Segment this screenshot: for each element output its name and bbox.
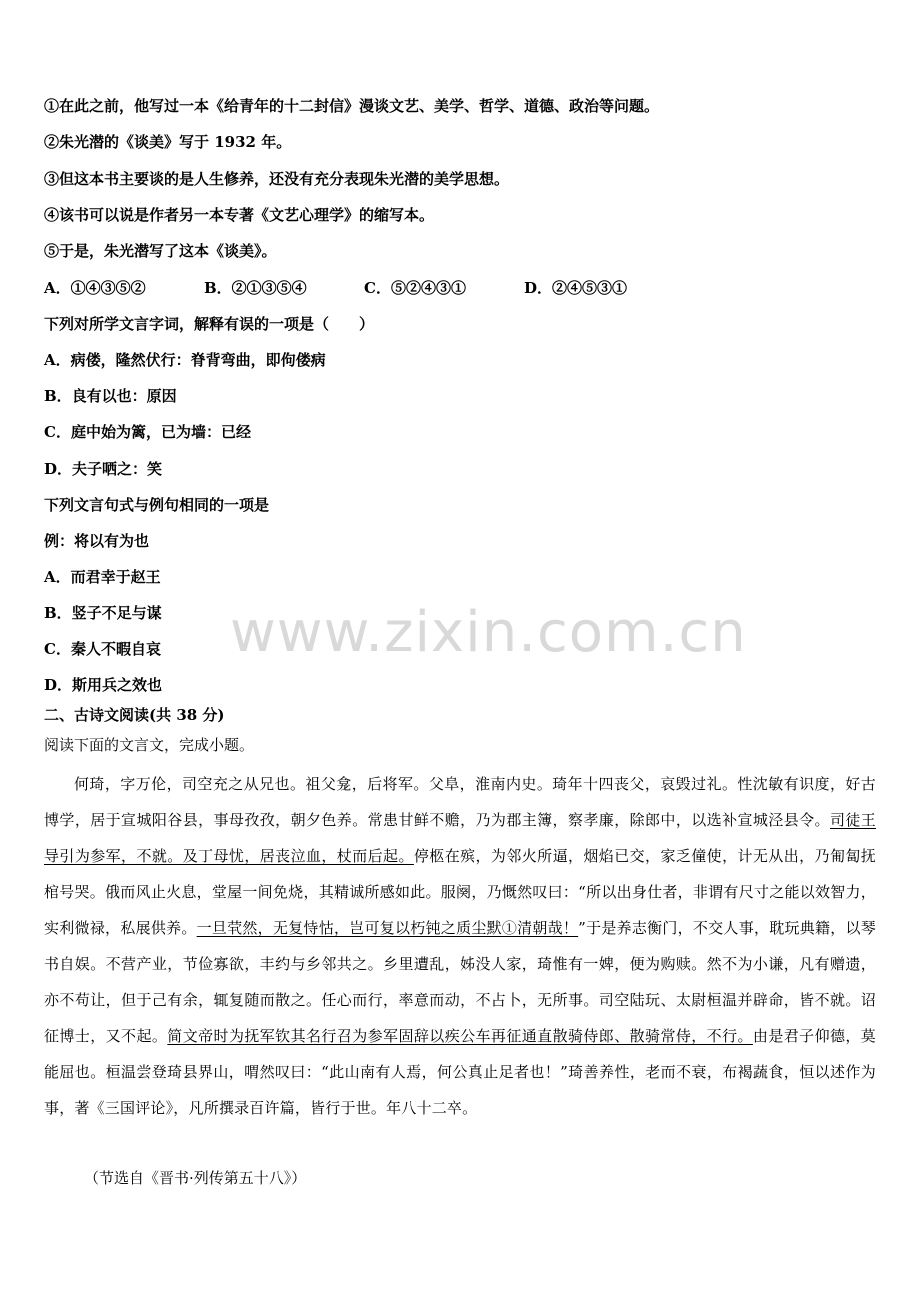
question-3-option-b: B．竖子不足与谋 <box>44 604 162 622</box>
sentence-3: ③但这本书主要谈的是人生修养，还没有充分表现朱光潜的美学思想。 <box>44 170 510 188</box>
passage-text-2: 停柩在殡，为邻火所逼，烟焰已交，家乏僮使，计无从出，乃匍匐抚棺号哭。俄而风止火息，堂屋一间免烧，其精诚所感如此。服阕，乃慨然叹曰：“所以出身仕者，非谓有尺寸之能以效智力，实利微禄，私展供养。 <box>44 847 876 937</box>
sentence-5: ⑤于是，朱光潜写了这本《谈美》。 <box>44 242 277 260</box>
question-2-option-d: D．夫子哂之：笑 <box>44 460 163 478</box>
passage-text-4: 由是君子仰德，莫能屈也。桓温尝登琦县界山，喟然叹曰：“此山南有人焉，何公真止足者也！”琦善养性，老而不衰，布褐蔬食，恒以述作为事，著《三国评论》，凡所撰录百许篇，皆行于世。年八十二卒。 <box>44 1027 876 1117</box>
option-c: C．⑤②④③① <box>364 279 466 297</box>
question-3-example: 例：将以有为也 <box>44 532 150 550</box>
option-a: A．①④③⑤② <box>44 279 146 297</box>
question-3-stem: 下列文言句式与例句相同的一项是 <box>44 496 270 514</box>
sentence-1: ①在此之前，他写过一本《给青年的十二封信》漫谈文艺、美学、哲学、道德、政治等问题。 <box>44 97 660 115</box>
question-2-option-a: A．病偻，隆然伏行：脊背弯曲，即佝偻病 <box>44 351 326 369</box>
passage-text-3: ”于是养志衡门，不交人事，耽玩典籍，以琴书自娱。不营产业，节俭寡欲，丰约与乡邻共之。乡里遭乱，姊没人家，琦惟有一婢，便为购赎。然不为小谦，凡有赠遗，亦不苟让，但于己有余，辄复随而散之。任心而行，率意而动，不占卜，无所事。司空陆玩、太尉桓温并辟命，皆不就。诏征博士，又不起。 <box>44 919 876 1045</box>
option-b: B．②①③⑤④ <box>204 279 307 297</box>
underlined-sentence-3: 简文帝时为抚军钦其名行召为参军固辞以疾公车再征通直散骑侍郎、散骑常侍，不行。 <box>167 1027 753 1045</box>
question-2-option-c: C．庭中始为篱，已为墙：已经 <box>44 423 251 441</box>
classical-passage <box>44 766 876 1126</box>
underlined-sentence-1: 司徒王导引为参军，不就。及丁母忧，居丧泣血，杖而后起。 <box>44 811 876 865</box>
passage-text-1: 何琦，字万伦，司空充之从兄也。祖父龛，后将军。父阜，淮南内史。琦年十四丧父，哀毁过礼。性沈敏有识度，好古博学，居于宣城阳谷县，事母孜孜，朝夕色养。常患甘鲜不赡，乃为郡主簿，察孝廉，除郎中，以选补宣城泾县令。 <box>44 775 876 829</box>
watermark: www.zixin.com.cn <box>230 600 747 665</box>
question-2-stem: 下列对所学文言字词，解释有误的一项是（ ） <box>44 315 375 333</box>
question-2-option-b: B．良有以也：原因 <box>44 387 177 405</box>
question-3-option-c: C．秦人不暇自哀 <box>44 640 161 658</box>
question-3-option-a: A．而君幸于赵王 <box>44 568 161 586</box>
option-d: D．②④⑤③① <box>524 279 628 297</box>
section-title: 二、古诗文阅读(共 38 分) <box>44 706 225 724</box>
passage-source: （节选自《晋书·列传第五十八》） <box>84 1169 307 1187</box>
question-3-option-d: D．斯用兵之效也 <box>44 676 163 694</box>
sentence-4: ④该书可以说是作者另一本专著《文艺心理学》的缩写本。 <box>44 206 435 224</box>
sentence-2: ②朱光潜的《谈美》写于 1932 年。 <box>44 133 292 151</box>
underlined-sentence-2: 一旦茕然，无复恃怙，岂可复以朽钝之质尘默①清朝哉！ <box>196 919 579 937</box>
reading-instruction: 阅读下面的文言文，完成小题。 <box>44 736 255 754</box>
